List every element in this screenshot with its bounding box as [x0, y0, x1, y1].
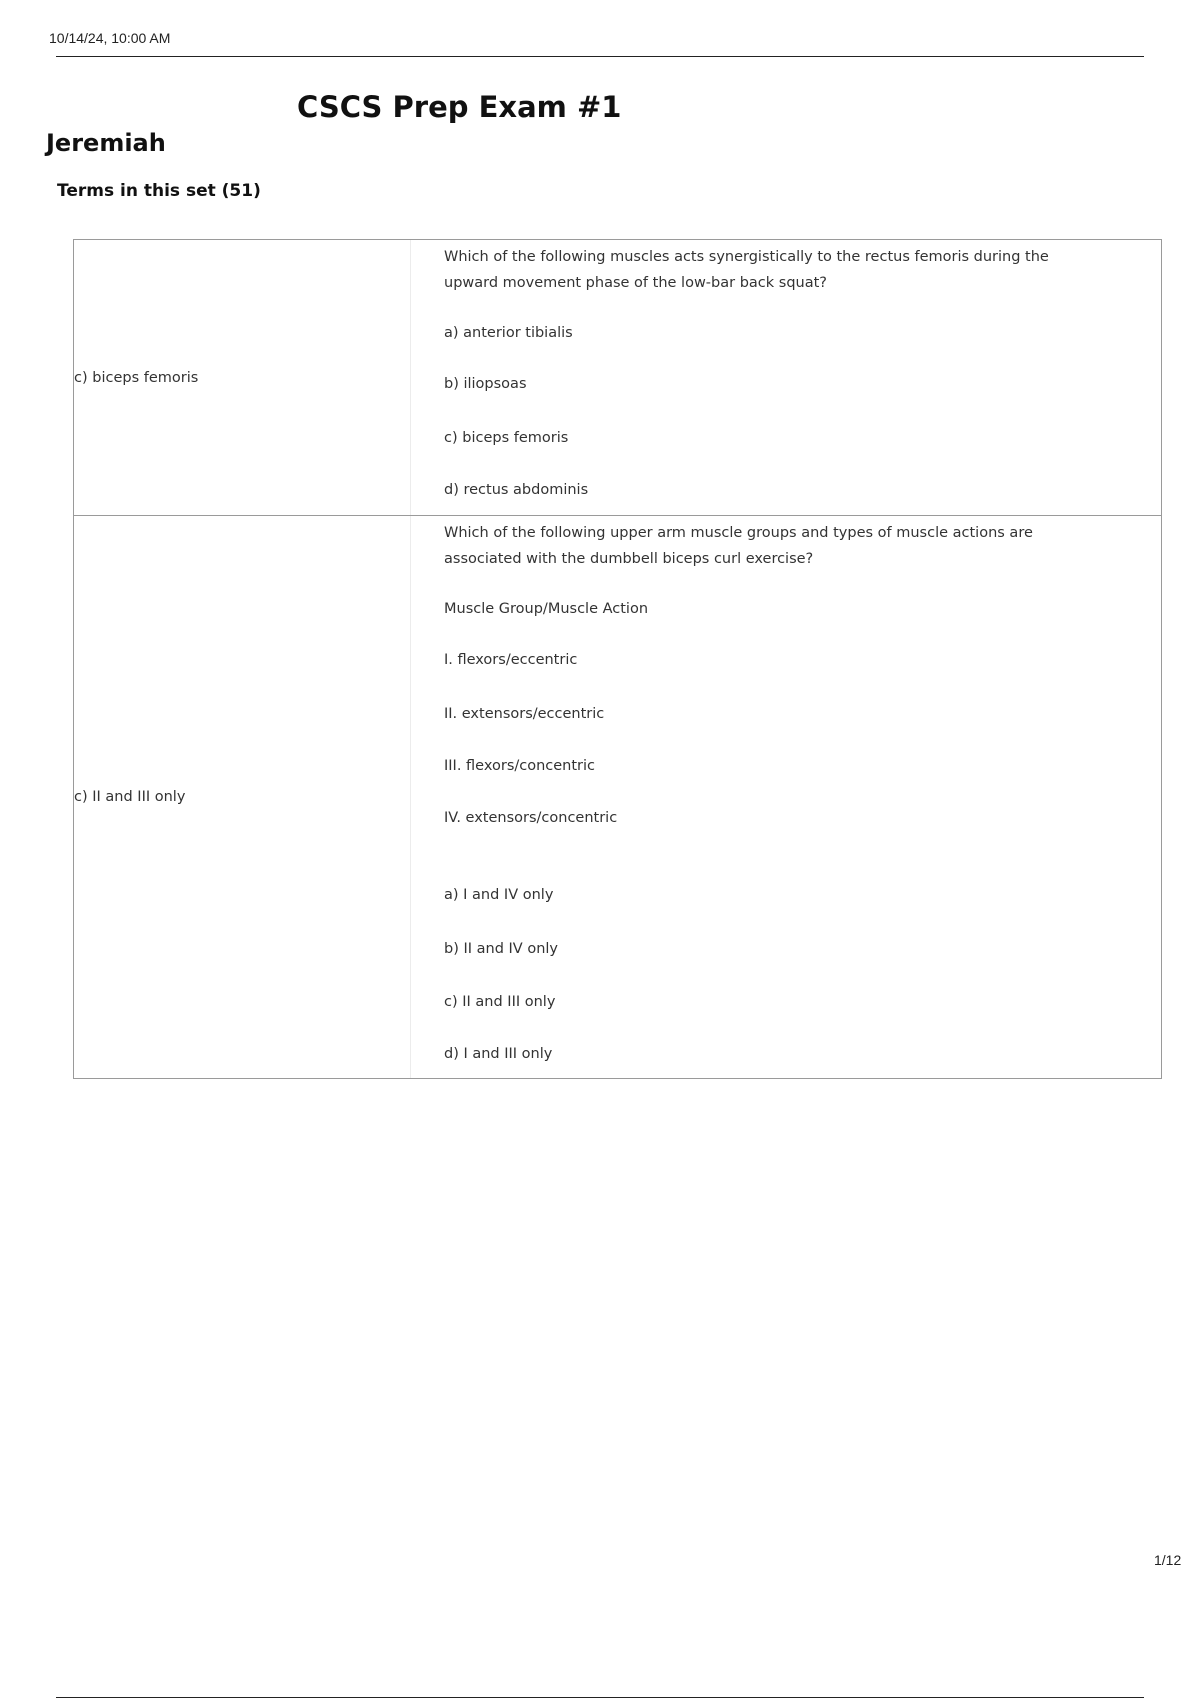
question-line: Which of the following muscles acts synergistically to the rectus femoris during the: [444, 249, 1049, 265]
group-item: I. flexors/eccentric: [444, 652, 578, 668]
group-item: III. flexors/concentric: [444, 758, 596, 774]
group-item: IV. extensors/concentric: [444, 810, 618, 826]
term-answer: c) biceps femoris: [74, 240, 411, 515]
answer-option: b) II and IV only: [444, 941, 558, 957]
question-line: associated with the dumbbell biceps curl exercise?: [444, 551, 814, 567]
term-row: [74, 240, 1161, 515]
document-title: CSCS Prep Exam #1: [297, 90, 622, 124]
question-line: upward movement phase of the low-bar back squat?: [444, 275, 827, 291]
group-header: Muscle Group/Muscle Action: [444, 601, 649, 617]
footer-divider: [56, 1697, 1144, 1698]
term-answer: c) II and III only: [74, 516, 411, 1078]
answer-option: c) biceps femoris: [444, 430, 569, 446]
terms-count-label: Terms in this set (51): [57, 181, 261, 201]
answer-option: b) iliopsoas: [444, 376, 527, 392]
term-question: [411, 240, 1161, 515]
terms-table: [73, 239, 1162, 1079]
answer-option: c) II and III only: [444, 994, 556, 1010]
print-datetime: 10/14/24, 10:00 AM: [49, 30, 171, 46]
author-name: Jeremiah: [46, 129, 166, 157]
page-number: 1/12: [1154, 1552, 1182, 1568]
term-question: [411, 516, 1161, 1078]
header-divider: [56, 56, 1144, 57]
answer-option: d) I and III only: [444, 1046, 553, 1062]
answer-option: a) I and IV only: [444, 887, 554, 903]
answer-option: a) anterior tibialis: [444, 325, 573, 341]
question-line: Which of the following upper arm muscle groups and types of muscle actions are: [444, 525, 1033, 541]
answer-option: d) rectus abdominis: [444, 482, 589, 498]
group-item: II. extensors/eccentric: [444, 706, 605, 722]
term-row: [74, 515, 1161, 1078]
